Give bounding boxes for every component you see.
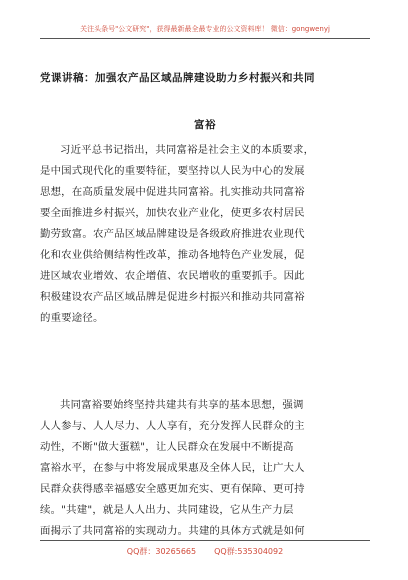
paragraph-1-line: 要全面推进乡村振兴，加快农业产业化，使更多农村居民 — [40, 207, 305, 219]
paragraph-2-line: 共同富裕要始终坚持共建共有共享的基本思想，强调 — [60, 399, 304, 411]
paragraph-1 — [40, 140, 370, 329]
paragraph-1-line: 进区域农业增效、农企增值、农民增收的重要抓手。因此 — [40, 270, 305, 282]
paragraph-1-line: 习近平总书记指出，共同富裕是社会主义的本质要求， — [60, 144, 315, 156]
footer-divider — [40, 540, 370, 541]
paragraph-2-line: 人人参与、人人尽力、人人享有，充分发挥人民群众的主 — [40, 420, 305, 432]
page-header-promo: 关注头条号"公文研究"，获得最新最全最专业的公文资料库！ 微信：gongwenyj — [80, 25, 330, 33]
paragraph-2-line: 动性，不断"做大蛋糕"，让人民群众在发展中不断提高 — [40, 441, 294, 453]
paragraph-1-line: 积极建设农产品区域品牌是促进乡村振兴和推动共同富裕 — [40, 291, 305, 303]
paragraph-1-line: 的重要途径。 — [40, 312, 104, 324]
header-divider — [40, 38, 370, 39]
footer-qq-group-1: QQ群：30265665 — [126, 547, 197, 556]
paragraph-2-line: 民群众获得感幸福感安全感更加充实、更有保障、更可持 — [40, 483, 305, 495]
paragraph-2-line: 面揭示了共同富裕的实现动力。共建的具体方式就是如何 — [40, 525, 305, 537]
document-title-line-2: 富裕 — [194, 119, 216, 131]
page-footer — [40, 546, 370, 557]
paragraph-1-line: 是中国式现代化的重要特征，要坚持以人民为中心的发展 — [40, 165, 305, 177]
paragraph-1-line: 思想，在高质量发展中促进共同富裕。扎实推动共同富裕 — [40, 186, 305, 198]
document-title-line-1: 党课讲稿：加强农产品区域品牌建设助力乡村振兴和共同 — [40, 72, 315, 84]
footer-qq-group-2: QQ群:535304092 — [214, 547, 284, 556]
paragraph-1-line: 勤劳致富。农产品区域品牌建设是各级政府推进农业现代 — [40, 228, 305, 240]
paragraph-1-line: 化和农业供给侧结构性改革，推动各地特色产业发展，促 — [40, 249, 305, 261]
paragraph-2-line: 富裕水平，在参与中将发展成果惠及全体人民，让广大人 — [40, 462, 305, 474]
paragraph-2-line: 续。"共建"，就是人人出力、共同建设，它从生产力层 — [40, 504, 294, 516]
paragraph-2 — [40, 395, 370, 542]
